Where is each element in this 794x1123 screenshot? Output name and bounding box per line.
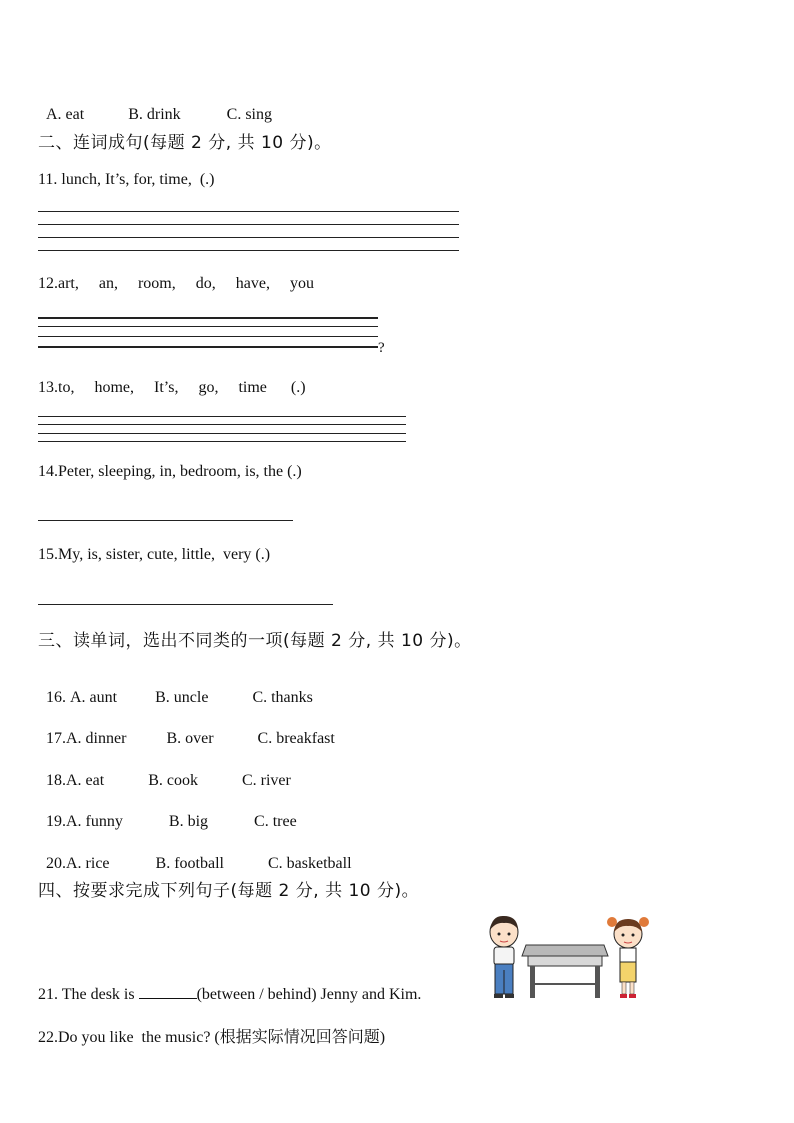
q16-option-b: B. uncle	[155, 689, 209, 706]
q10-option-b: B. drink	[128, 106, 181, 123]
q14-answer-line[interactable]	[38, 520, 293, 521]
q19-option-a: A. funny	[66, 813, 123, 830]
q16-option-a: A. aunt	[70, 689, 118, 706]
q17-option-b: B. over	[166, 730, 214, 747]
q21-suffix: (between / behind) Jenny and Kim.	[196, 986, 422, 1003]
q12-answer-line-3[interactable]	[38, 336, 378, 337]
q20-number: 20.	[46, 855, 66, 872]
q11-answer-line-3[interactable]	[38, 237, 459, 238]
q12-answer-line-1[interactable]	[38, 317, 378, 319]
section-3-heading: 三、读单词，选出不同类的一项(每题 2 分, 共 10 分)。	[38, 631, 472, 651]
q18-number: 18.	[46, 772, 66, 789]
q12-answer-line-4[interactable]	[38, 346, 378, 348]
desk-icon	[522, 945, 608, 998]
q21-row	[38, 984, 421, 1004]
q17-number: 17.	[46, 730, 66, 747]
q15-answer-line[interactable]	[38, 604, 333, 605]
q20-option-b: B. football	[155, 855, 224, 872]
q19-row	[38, 795, 297, 831]
scene-illustration	[484, 912, 654, 1004]
q15-words: 15.My, is, sister, cute, little, very (.)	[38, 546, 271, 563]
q21-blank[interactable]	[139, 984, 197, 999]
q13-answer-line-1[interactable]	[38, 416, 406, 417]
q18-option-c: C. river	[241, 772, 291, 789]
q18-option-a: A. eat	[66, 772, 105, 789]
section-2-heading: 二、连词成句(每题 2 分, 共 10 分)。	[38, 133, 332, 153]
q13-words: 13.to, home, It’s, go, time (.)	[38, 379, 306, 396]
q17-option-c: C. breakfast	[257, 730, 335, 747]
q11-words: 11. lunch, It’s, for, time, (.)	[38, 171, 215, 188]
q22-question: 22.Do you like the music? (根据实际情况回答问题)	[38, 1029, 386, 1046]
q21-prefix: 21. The desk is	[38, 986, 139, 1003]
q20-option-a: A. rice	[66, 855, 110, 872]
section-4-heading: 四、按要求完成下列句子(每题 2 分, 共 10 分)。	[38, 881, 420, 901]
q13-answer-line-4[interactable]	[38, 441, 406, 442]
q11-answer-line-2[interactable]	[38, 224, 459, 225]
q13-answer-line-2[interactable]	[38, 424, 406, 425]
q20-row	[38, 837, 352, 873]
q11-answer-line-4[interactable]	[38, 250, 459, 251]
q12-answer-line-2[interactable]	[38, 326, 378, 327]
q20-option-c: C. basketball	[267, 855, 352, 872]
q10-options	[38, 88, 272, 124]
q17-option-a: A. dinner	[66, 730, 127, 747]
boy-icon	[490, 916, 518, 998]
q16-row	[38, 671, 313, 707]
q18-row	[38, 754, 291, 790]
q11-answer-line-1[interactable]	[38, 211, 459, 212]
q14-words: 14.Peter, sleeping, in, bedroom, is, the (.)	[38, 463, 302, 480]
q17-row	[38, 712, 335, 748]
q19-option-c: C. tree	[254, 813, 297, 830]
q10-option-c: C. sing	[226, 106, 272, 123]
q13-answer-line-3[interactable]	[38, 433, 406, 434]
q16-option-c: C. thanks	[252, 689, 313, 706]
q10-option-a: A. eat	[46, 106, 85, 123]
q19-option-b: B. big	[168, 813, 209, 830]
q12-question-mark: ?	[378, 340, 385, 356]
q12-words: 12.art, an, room, do, have, you	[38, 275, 314, 292]
q19-number: 19.	[46, 813, 66, 830]
girl-icon	[607, 917, 649, 998]
q16-number: 16.	[46, 689, 66, 706]
q18-option-b: B. cook	[148, 772, 198, 789]
